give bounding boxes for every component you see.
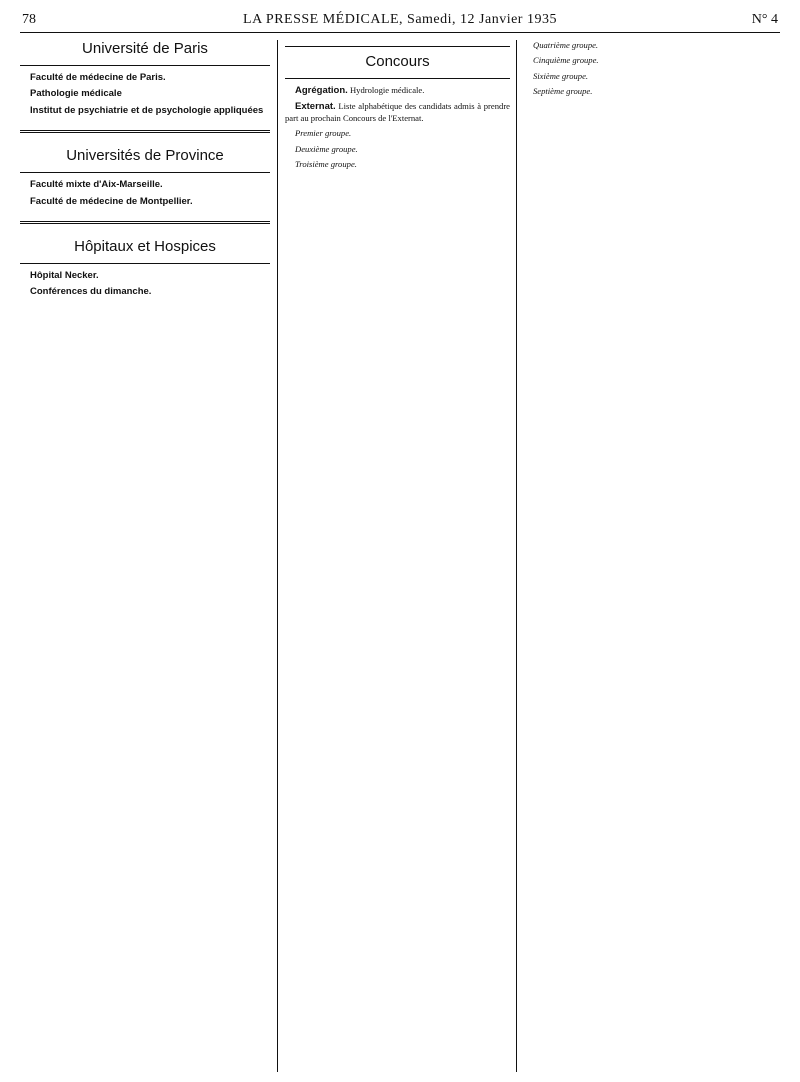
divider: [20, 263, 270, 264]
group-label: Quatrième groupe.: [533, 40, 599, 50]
section-universite-paris: [20, 40, 270, 116]
section-title: Université de Paris: [82, 40, 208, 57]
group-label: Troisième groupe.: [295, 159, 357, 170]
divider: [20, 65, 270, 66]
section-title: Concours: [365, 53, 430, 70]
subsection-heading: Hôpital Necker.: [30, 270, 99, 282]
page-header: [20, 10, 780, 33]
group-label: Sixième groupe.: [533, 70, 589, 81]
column-2: [285, 40, 510, 1072]
subsection-heading: Externat.: [295, 101, 336, 113]
section-universites-province: [20, 147, 270, 207]
column-divider: [277, 40, 278, 1072]
subsection-subheading: Hydrologie médicale.: [349, 85, 425, 95]
issue-number: N° 4: [751, 12, 778, 27]
column-1: [20, 40, 270, 1072]
group-label: Cinquième groupe.: [533, 55, 599, 66]
subsection-heading: Faculté mixte d'Aix-Marseille.: [30, 179, 163, 191]
section-hopitaux: [20, 238, 270, 298]
subsection-heading: Institut de psychiatrie et de psychologie appliquées: [30, 104, 264, 116]
group-label: Premier groupe.: [295, 128, 352, 139]
paragraph: Liste alphabétique des candidats admis à prendre part au prochain Concours de l'Externat.: [285, 101, 510, 123]
group-label: Septième groupe.: [533, 86, 593, 97]
group-label: Deuxième groupe.: [295, 143, 358, 154]
divider: [285, 78, 510, 79]
section-divider: [20, 221, 270, 224]
subsection-heading: Agrégation.: [295, 85, 348, 96]
column-3: [523, 40, 780, 1072]
publication-title: LA PRESSE MÉDICALE, Samedi, 12 Janvier 1935: [243, 12, 557, 27]
column-divider: [516, 40, 517, 1072]
divider: [20, 172, 270, 173]
subsection-heading: Pathologie médicale: [30, 88, 122, 100]
subsection-heading: Faculté de médecine de Montpellier.: [30, 195, 193, 207]
subsection-heading: Conférences du dimanche.: [30, 286, 152, 298]
section-title: Universités de Province: [66, 147, 224, 165]
page-number: 78: [22, 12, 36, 27]
section-divider: [20, 130, 270, 133]
section-title: Hôpitaux et Hospices: [74, 238, 216, 256]
divider: [285, 46, 510, 47]
subsection-heading: Faculté de médecine de Paris.: [30, 72, 166, 83]
